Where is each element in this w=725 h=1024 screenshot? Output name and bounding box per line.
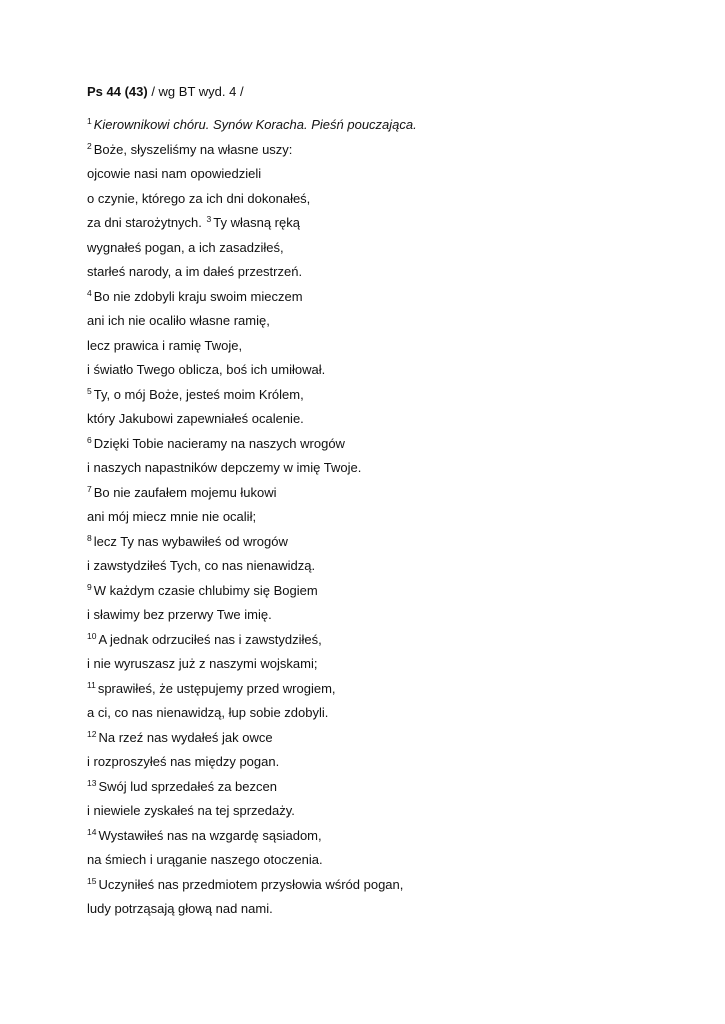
verse-number: 9 bbox=[87, 581, 92, 592]
line-text: Bo nie zdobyli kraju swoim mieczem bbox=[93, 288, 303, 304]
text-line bbox=[87, 142, 647, 158]
line-text: wygnałeś pogan, a ich zasadziłeś, bbox=[87, 239, 284, 255]
verse-lines bbox=[87, 117, 647, 917]
text-line bbox=[87, 705, 647, 721]
verse-number: 6 bbox=[87, 434, 92, 445]
translation-note: / wg BT wyd. 4 / bbox=[147, 84, 244, 99]
verse-number: 1 bbox=[87, 116, 92, 126]
verse-number: 5 bbox=[87, 385, 92, 396]
text-line bbox=[87, 117, 647, 133]
line-text: i zawstydziłeś Tych, co nas nienawidzą. bbox=[87, 558, 316, 573]
line-text: Dzięki Tobie nacieramy na naszych wrogów bbox=[93, 435, 345, 451]
line-text: o czynie, którego za ich dni dokonałeś, bbox=[87, 190, 311, 206]
text-line bbox=[87, 264, 647, 280]
line-text: i niewiele zyskałeś na tej sprzedaży. bbox=[87, 803, 295, 818]
psalm-text bbox=[87, 84, 647, 926]
verse-number: 15 bbox=[87, 875, 97, 886]
line-text: A jednak odrzuciłeś nas i zawstydziłeś, bbox=[98, 631, 322, 647]
text-line bbox=[87, 460, 647, 476]
text-line bbox=[87, 191, 647, 207]
text-line bbox=[87, 681, 647, 697]
line-text: sprawiłeś, że ustępujemy przed wrogiem, bbox=[97, 680, 336, 696]
line-text: ani mój miecz mnie nie ocalił; bbox=[87, 509, 257, 524]
line-text: i sławimy bez przerwy Twe imię. bbox=[87, 607, 272, 622]
verse-number: 10 bbox=[87, 630, 97, 641]
line-text: ani ich nie ocaliło własne ramię, bbox=[87, 313, 270, 328]
line-text: Boże, słyszeliśmy na własne uszy: bbox=[93, 141, 293, 157]
verse-number: 2 bbox=[87, 140, 92, 151]
text-line bbox=[87, 387, 647, 403]
text-line bbox=[87, 558, 647, 574]
line-text: a ci, co nas nienawidzą, łup sobie zdobyli. bbox=[87, 705, 329, 720]
verse-number: 13 bbox=[87, 777, 97, 788]
text-line bbox=[87, 852, 647, 868]
verse-number: 11 bbox=[87, 679, 96, 690]
line-text: Kierownikowi chóru. Synów Koracha. Pieśń pouczająca. bbox=[93, 117, 417, 132]
text-line bbox=[87, 313, 647, 329]
line-text: Bo nie zaufałem mojemu łukowi bbox=[93, 484, 277, 500]
text-line bbox=[87, 828, 647, 844]
verse-number: 4 bbox=[87, 287, 92, 298]
text-line bbox=[87, 362, 647, 378]
text-line bbox=[87, 289, 647, 305]
line-text: Uczyniłeś nas przedmiotem przysłowia wśród pogan, bbox=[98, 876, 404, 892]
line-text: starłeś narody, a im dałeś przestrzeń. bbox=[87, 264, 303, 279]
line-text: W każdym czasie chlubimy się Bogiem bbox=[93, 582, 318, 598]
line-text: Ty własną ręką bbox=[213, 215, 300, 230]
verse-number: 7 bbox=[87, 483, 92, 494]
line-text: za dni starożytnych. bbox=[87, 215, 202, 230]
text-line bbox=[87, 411, 647, 427]
text-line bbox=[87, 656, 647, 672]
text-line bbox=[87, 607, 647, 623]
verse-number: 8 bbox=[87, 532, 92, 543]
line-text: i naszych napastników depczemy w imię Twoje. bbox=[87, 460, 362, 475]
text-line bbox=[87, 877, 647, 893]
text-line bbox=[87, 485, 647, 501]
line-text: który Jakubowi zapewniałeś ocalenie. bbox=[87, 411, 304, 426]
line-text: Ty, o mój Boże, jesteś moim Królem, bbox=[93, 386, 304, 402]
line-text: i rozproszyłeś nas między pogan. bbox=[87, 754, 280, 769]
line-text: na śmiech i urąganie naszego otoczenia. bbox=[87, 852, 323, 867]
text-line bbox=[87, 754, 647, 770]
text-line bbox=[87, 215, 647, 231]
psalm-number: Ps 44 (43) bbox=[87, 84, 148, 99]
line-text: Na rzeź nas wydałeś jak owce bbox=[98, 729, 273, 745]
line-text: Wystawiłeś nas na wzgardę sąsiadom, bbox=[98, 827, 322, 843]
verse-number: 3 bbox=[206, 214, 212, 224]
text-line bbox=[87, 166, 647, 182]
text-line bbox=[87, 534, 647, 550]
text-line bbox=[87, 338, 647, 354]
text-line bbox=[87, 632, 647, 648]
verse-number: 14 bbox=[87, 826, 97, 837]
text-line bbox=[87, 240, 647, 256]
line-text: i światło Twego oblicza, boś ich umiłował. bbox=[87, 362, 326, 377]
line-text: ojcowie nasi nam opowiedzieli bbox=[87, 166, 262, 181]
line-text: ludy potrząsają głową nad nami. bbox=[87, 901, 273, 916]
line-text: lecz Ty nas wybawiłeś od wrogów bbox=[93, 533, 288, 549]
text-line bbox=[87, 730, 647, 746]
text-line bbox=[87, 901, 647, 917]
text-line bbox=[87, 436, 647, 452]
text-line bbox=[87, 583, 647, 599]
line-text: lecz prawica i ramię Twoje, bbox=[87, 337, 243, 353]
text-line bbox=[87, 779, 647, 795]
text-line bbox=[87, 803, 647, 819]
line-text: Swój lud sprzedałeś za bezcen bbox=[98, 778, 277, 794]
line-text: i nie wyruszasz już z naszymi wojskami; bbox=[87, 656, 318, 671]
text-line bbox=[87, 509, 647, 525]
document-title bbox=[87, 84, 647, 100]
verse-number: 12 bbox=[87, 728, 97, 739]
